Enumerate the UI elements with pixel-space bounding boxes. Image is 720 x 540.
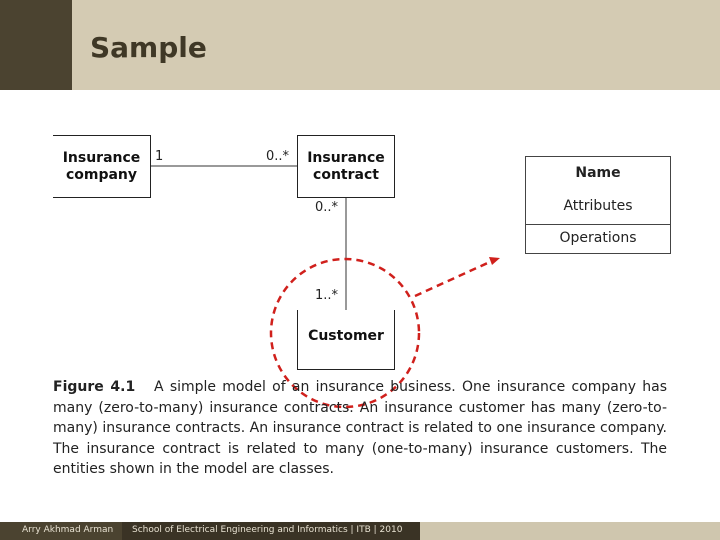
footer-author-block [0, 522, 122, 540]
legend-attributes: Attributes [563, 198, 633, 214]
insurance-company-line1: Insurance [62, 150, 141, 166]
legend-divider [526, 224, 670, 225]
footer-institution-block [122, 522, 420, 540]
multiplicity-contract-left: 0..* [266, 149, 290, 164]
multiplicity-contract-bottom: 0..* [315, 200, 339, 215]
footer-light-block [420, 522, 720, 540]
customer-label: Customer [308, 328, 384, 344]
footer-author: Arry Akhmad Arman [22, 525, 114, 535]
insurance-contract-line1: Insurance [307, 150, 385, 166]
legend-name: Name [575, 165, 621, 181]
figure-caption [53, 377, 667, 480]
insurance-company-line2: company [65, 167, 138, 183]
insurance-contract-line2: contract [313, 167, 379, 183]
annotation-arrow-head [489, 257, 500, 265]
figure-label: Figure 4.1 [53, 379, 136, 395]
footer-institution: School of Electrical Engineering and Informatics | ITB | 2010 [132, 525, 403, 535]
annotation-arrow-line [415, 261, 492, 296]
slide-title: Sample [90, 31, 207, 64]
multiplicity-customer: 1..* [315, 288, 339, 303]
footer [0, 522, 720, 540]
multiplicity-company: 1 [155, 149, 164, 164]
legend-operations: Operations [559, 230, 637, 246]
figure-caption-text: A simple model of an insurance business. One insurance company has many (zero-to-many) insurance contracts. An insurance customer has many (zero-to-many) insurance contracts. An insurance contract is related to one insurance company. The insurance contract is related to many (one-to-many) insurance customers. The entities shown in the model are classes. [53, 379, 667, 477]
uml-notation-legend [525, 156, 671, 254]
